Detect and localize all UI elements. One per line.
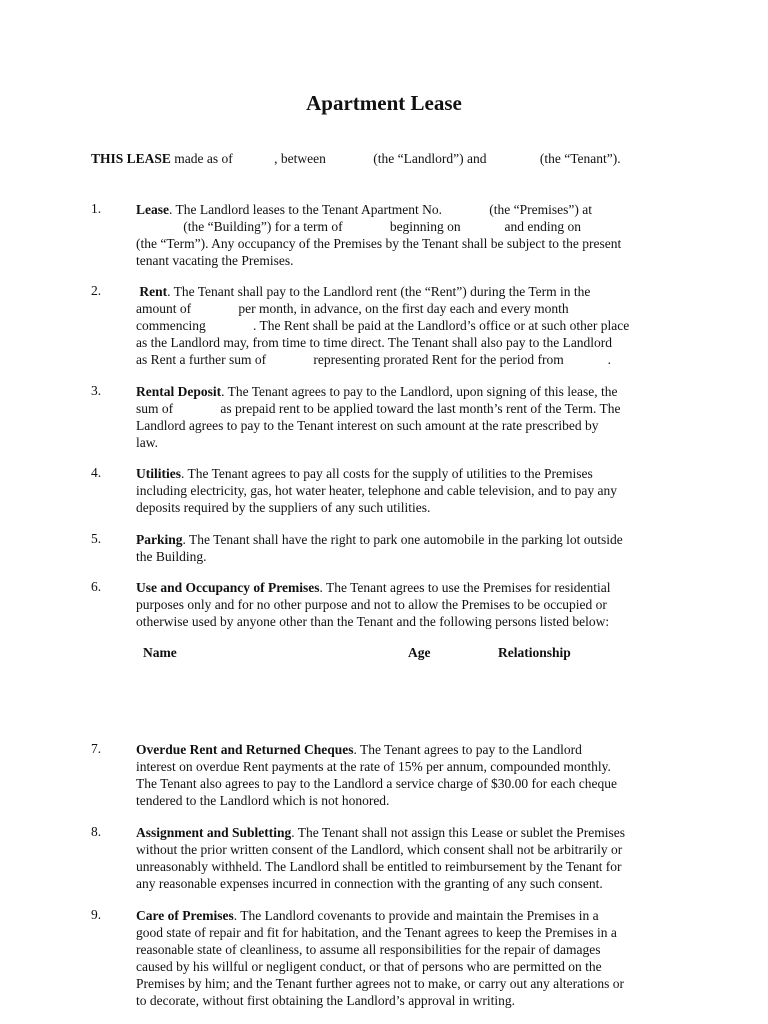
clause-line: deposits required by the suppliers of any such utilities.: [136, 500, 431, 515]
clause-heading: Rent: [136, 284, 168, 299]
clause-number: 9.: [91, 907, 102, 922]
clause-line: including electricity, gas, hot water heater, telephone and cable television, and to pay any: [136, 483, 618, 498]
clause-line: otherwise used by anyone other than the Tenant and the following persons listed below:: [136, 614, 610, 629]
table-header-name: Name: [143, 645, 177, 660]
clause-line: commencing . The Rent shall be paid at the Landlord’s office or at such other place: [136, 318, 630, 333]
clause-line: tenant vacating the Premises.: [136, 253, 294, 268]
clause-line: Rent. The Tenant shall pay to the Landlord rent (the “Rent”) during the Term in the: [136, 284, 591, 299]
clause-line: tendered to the Landlord which is not honored.: [136, 793, 390, 808]
clause-line: the Building.: [136, 549, 207, 564]
clause-line: (the “Term”). Any occupancy of the Premises by the Tenant shall be subject to the present: [136, 236, 622, 251]
intro-text-3: (the “Landlord”) and: [373, 151, 490, 166]
clause-heading: Assignment and Subletting: [136, 825, 292, 840]
clause-line: Rental Deposit. The Tenant agrees to pay to the Landlord, upon signing of this lease, the: [136, 384, 618, 399]
clause-line: Care of Premises. The Landlord covenants to provide and maintain the Premises in a: [136, 908, 599, 923]
intro-text-2: , between: [274, 151, 330, 166]
intro-text-4: (the “Tenant”).: [539, 151, 621, 166]
intro-lead: THIS LEASE: [91, 151, 171, 166]
clause-line: reasonable state of cleanliness, to assume all responsibilities for the repair of damages: [136, 942, 601, 957]
clause-number: 6.: [91, 579, 102, 594]
clause-heading: Utilities: [136, 466, 181, 481]
clause-line: Utilities. The Tenant agrees to pay all costs for the supply of utilities to the Premises: [136, 466, 593, 481]
clause-line: law.: [136, 435, 158, 450]
table-header-age: Age: [408, 645, 431, 660]
clause-line: purposes only and for no other purpose and not to allow the Premises to be occupied or: [136, 597, 607, 612]
clause-heading: Parking: [136, 532, 183, 547]
clause-line: good state of repair and fit for habitation, and the Tenant agrees to keep the Premises in a: [136, 925, 617, 940]
clause-heading: Care of Premises: [136, 908, 234, 923]
clause-line: Landlord agrees to pay to the Tenant interest on such amount at the rate prescribed by: [136, 418, 599, 433]
clause-line: Parking. The Tenant shall have the right to park one automobile in the parking lot outside: [136, 532, 623, 547]
clause-line: to decorate, without first obtaining the Landlord’s approval in writing.: [136, 993, 516, 1008]
clause-heading: Overdue Rent and Returned Cheques: [136, 742, 354, 757]
intro-text-1: made as of: [170, 151, 237, 166]
clause-line: without the prior written consent of the Landlord, which consent shall not be arbitrarily or: [136, 842, 623, 857]
clause-line: Premises by him; and the Tenant further agrees not to make, or carry out any alterations or: [136, 976, 625, 991]
clause-line: as Rent a further sum of representing prorated Rent for the period from .: [136, 352, 611, 367]
clause-line: Assignment and Subletting. The Tenant shall not assign this Lease or sublet the Premises: [136, 825, 626, 840]
clause-number: 1.: [91, 201, 102, 216]
clause-number: 7.: [91, 741, 102, 756]
clause-number: 4.: [91, 465, 102, 480]
clause-heading: Rental Deposit: [136, 384, 222, 399]
clause-number: 2.: [91, 283, 102, 298]
clause-line: Use and Occupancy of Premises. The Tenant agrees to use the Premises for residential: [136, 580, 611, 595]
document-title: Apartment Lease: [306, 91, 462, 115]
clause-number: 3.: [91, 383, 102, 398]
clause-line: interest on overdue Rent payments at the rate of 15% per annum, compounded monthly.: [136, 759, 611, 774]
intro-paragraph: [91, 151, 621, 167]
table-header-relationship: Relationship: [498, 645, 571, 660]
clause-heading: Lease: [136, 202, 169, 217]
clause-line: Overdue Rent and Returned Cheques. The Tenant agrees to pay to the Landlord: [136, 742, 582, 757]
clause-line: Lease. The Landlord leases to the Tenant Apartment No. (the “Premises”) at: [136, 202, 592, 217]
clause-line: unreasonably withheld. The Landlord shall be entitled to reimbursement by the Tenant for: [136, 859, 622, 874]
clause-line: as the Landlord may, from time to time direct. The Tenant shall also pay to the Landlord: [136, 335, 613, 350]
clause-line: amount of per month, in advance, on the first day each and every month: [136, 301, 569, 316]
clause-line: The Tenant also agrees to pay to the Landlord a service charge of $30.00 for each cheque: [136, 776, 617, 791]
clause-line: (the “Building”) for a term of beginning on and ending on: [136, 219, 582, 234]
clause-line: caused by his willful or negligent conduct, or that of persons who are permitted on the: [136, 959, 602, 974]
clause-number: 8.: [91, 824, 102, 839]
clause-heading: Use and Occupancy of Premises: [136, 580, 320, 595]
clause-number: 5.: [91, 531, 102, 546]
clause-line: any reasonable expenses incurred in connection with the granting of any such consent.: [136, 876, 603, 891]
clause-line: sum of as prepaid rent to be applied toward the last month’s rent of the Term. The: [136, 401, 621, 416]
